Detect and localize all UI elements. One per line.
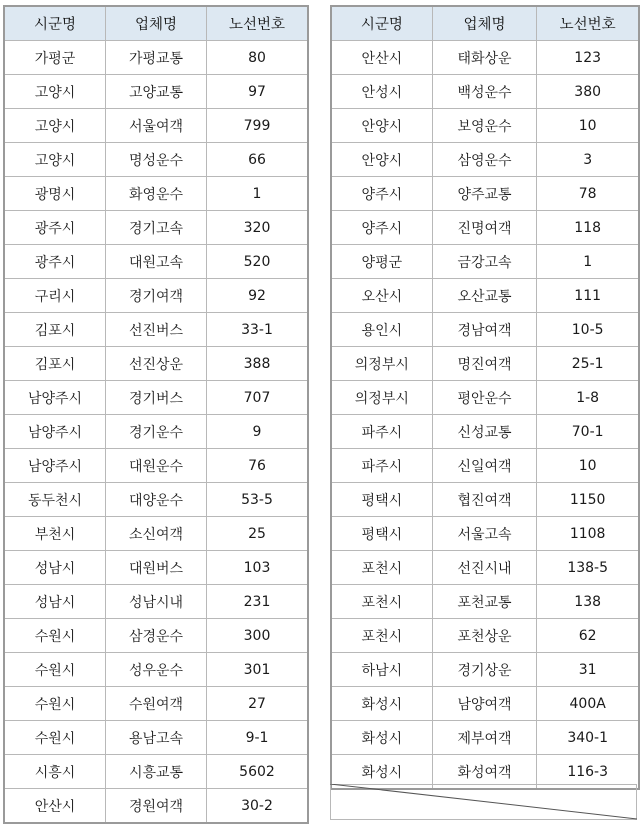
header-city: 시군명: [4, 6, 106, 41]
company-cell: 화영운수: [106, 177, 207, 211]
city-cell: 광주시: [4, 211, 106, 245]
header-row: [4, 6, 308, 41]
route-number-cell: 10: [537, 449, 639, 483]
city-cell: 광명시: [4, 177, 106, 211]
company-cell: 협진여객: [432, 483, 537, 517]
route-number-cell: 707: [207, 381, 309, 415]
route-number-cell: 111: [537, 279, 639, 313]
company-cell: 성남시내: [106, 585, 207, 619]
company-cell: 화성여객: [432, 755, 537, 790]
company-cell: 가평교통: [106, 41, 207, 75]
table-row: [331, 551, 639, 585]
city-cell: 평택시: [331, 483, 432, 517]
table-row: [331, 279, 639, 313]
route-number-cell: 62: [537, 619, 639, 653]
table-row: [4, 347, 308, 381]
company-cell: 대원운수: [106, 449, 207, 483]
city-cell: 화성시: [331, 687, 432, 721]
header-company: 업체명: [106, 6, 207, 41]
city-cell: 파주시: [331, 415, 432, 449]
company-cell: 경기상운: [432, 653, 537, 687]
city-cell: 안산시: [331, 41, 432, 75]
company-cell: 대원버스: [106, 551, 207, 585]
table-row: [4, 687, 308, 721]
route-number-cell: 301: [207, 653, 309, 687]
city-cell: 포천시: [331, 551, 432, 585]
company-cell: 선진상운: [106, 347, 207, 381]
city-cell: 수원시: [4, 721, 106, 755]
route-number-cell: 320: [207, 211, 309, 245]
route-number-cell: 9-1: [207, 721, 309, 755]
route-number-cell: 25: [207, 517, 309, 551]
city-cell: 양주시: [331, 211, 432, 245]
company-cell: 신성교통: [432, 415, 537, 449]
company-cell: 삼경운수: [106, 619, 207, 653]
route-number-cell: 30-2: [207, 789, 309, 824]
route-number-cell: 66: [207, 143, 309, 177]
city-cell: 성남시: [4, 551, 106, 585]
table-row: [4, 75, 308, 109]
city-cell: 화성시: [331, 755, 432, 790]
table-row: [331, 75, 639, 109]
city-cell: 평택시: [331, 517, 432, 551]
table-row: [4, 143, 308, 177]
table-row: [331, 381, 639, 415]
table-row: [4, 789, 308, 824]
table-row: [4, 619, 308, 653]
table-row: [4, 585, 308, 619]
company-cell: 백성운수: [432, 75, 537, 109]
table-row: [331, 143, 639, 177]
route-number-cell: 33-1: [207, 313, 309, 347]
table-row: [331, 177, 639, 211]
city-cell: 수원시: [4, 619, 106, 653]
city-cell: 구리시: [4, 279, 106, 313]
city-cell: 광주시: [4, 245, 106, 279]
city-cell: 의정부시: [331, 381, 432, 415]
company-cell: 경남여객: [432, 313, 537, 347]
city-cell: 양주시: [331, 177, 432, 211]
company-cell: 명진여객: [432, 347, 537, 381]
company-cell: 경기버스: [106, 381, 207, 415]
city-cell: 부천시: [4, 517, 106, 551]
city-cell: 수원시: [4, 687, 106, 721]
company-cell: 대양운수: [106, 483, 207, 517]
table-row: [331, 653, 639, 687]
route-number-cell: 3: [537, 143, 639, 177]
company-cell: 성우운수: [106, 653, 207, 687]
table-row: [4, 313, 308, 347]
table-row: [331, 245, 639, 279]
company-cell: 포천교통: [432, 585, 537, 619]
city-cell: 남양주시: [4, 415, 106, 449]
empty-cell-diagonal: [330, 784, 637, 820]
table-row: [331, 517, 639, 551]
company-cell: 소신여객: [106, 517, 207, 551]
city-cell: 안성시: [331, 75, 432, 109]
company-cell: 고양교통: [106, 75, 207, 109]
company-cell: 대원고속: [106, 245, 207, 279]
table-row: [4, 483, 308, 517]
route-number-cell: 5602: [207, 755, 309, 789]
company-cell: 경기고속: [106, 211, 207, 245]
company-cell: 진명여객: [432, 211, 537, 245]
route-number-cell: 1: [207, 177, 309, 211]
table-row: [4, 551, 308, 585]
city-cell: 남양주시: [4, 381, 106, 415]
city-cell: 안양시: [331, 109, 432, 143]
route-number-cell: 380: [537, 75, 639, 109]
city-cell: 성남시: [4, 585, 106, 619]
company-cell: 선진버스: [106, 313, 207, 347]
table-row: [331, 449, 639, 483]
table-row: [4, 245, 308, 279]
bus-route-table-right: [330, 5, 640, 790]
city-cell: 김포시: [4, 313, 106, 347]
city-cell: 동두천시: [4, 483, 106, 517]
city-cell: 의정부시: [331, 347, 432, 381]
company-cell: 태화상운: [432, 41, 537, 75]
table-row: [331, 415, 639, 449]
company-cell: 서울여객: [106, 109, 207, 143]
route-number-cell: 300: [207, 619, 309, 653]
route-number-cell: 53-5: [207, 483, 309, 517]
bus-route-table-left: [3, 5, 309, 824]
route-number-cell: 31: [537, 653, 639, 687]
route-number-cell: 520: [207, 245, 309, 279]
company-cell: 금강고속: [432, 245, 537, 279]
city-cell: 포천시: [331, 585, 432, 619]
route-number-cell: 400A: [537, 687, 639, 721]
company-cell: 명성운수: [106, 143, 207, 177]
company-cell: 남양여객: [432, 687, 537, 721]
table-row: [331, 585, 639, 619]
city-cell: 양평군: [331, 245, 432, 279]
city-cell: 파주시: [331, 449, 432, 483]
city-cell: 화성시: [331, 721, 432, 755]
route-number-cell: 1-8: [537, 381, 639, 415]
route-number-cell: 1108: [537, 517, 639, 551]
city-cell: 시흥시: [4, 755, 106, 789]
city-cell: 가평군: [4, 41, 106, 75]
city-cell: 용인시: [331, 313, 432, 347]
table-row: [331, 619, 639, 653]
route-number-cell: 78: [537, 177, 639, 211]
route-number-cell: 1150: [537, 483, 639, 517]
table-row: [331, 687, 639, 721]
route-number-cell: 9: [207, 415, 309, 449]
table-row: [331, 483, 639, 517]
route-number-cell: 231: [207, 585, 309, 619]
company-cell: 용남고속: [106, 721, 207, 755]
table-row: [4, 381, 308, 415]
company-cell: 경원여객: [106, 789, 207, 824]
header-row: [331, 6, 639, 41]
route-number-cell: 97: [207, 75, 309, 109]
route-number-cell: 123: [537, 41, 639, 75]
table-row: [331, 211, 639, 245]
route-number-cell: 10: [537, 109, 639, 143]
city-cell: 포천시: [331, 619, 432, 653]
route-number-cell: 80: [207, 41, 309, 75]
route-number-cell: 25-1: [537, 347, 639, 381]
route-number-cell: 116-3: [537, 755, 639, 790]
route-number-cell: 70-1: [537, 415, 639, 449]
table-row: [331, 313, 639, 347]
route-number-cell: 76: [207, 449, 309, 483]
company-cell: 제부여객: [432, 721, 537, 755]
route-number-cell: 10-5: [537, 313, 639, 347]
header-city: 시군명: [331, 6, 432, 41]
route-number-cell: 799: [207, 109, 309, 143]
route-number-cell: 92: [207, 279, 309, 313]
table-row: [4, 721, 308, 755]
table-row: [4, 415, 308, 449]
company-cell: 경기여객: [106, 279, 207, 313]
city-cell: 수원시: [4, 653, 106, 687]
city-cell: 오산시: [331, 279, 432, 313]
city-cell: 남양주시: [4, 449, 106, 483]
table-row: [331, 721, 639, 755]
table-row: [4, 177, 308, 211]
city-cell: 안산시: [4, 789, 106, 824]
company-cell: 경기운수: [106, 415, 207, 449]
table-row: [4, 279, 308, 313]
table-row: [4, 755, 308, 789]
table-row: [4, 109, 308, 143]
route-number-cell: 340-1: [537, 721, 639, 755]
company-cell: 수원여객: [106, 687, 207, 721]
route-number-cell: 27: [207, 687, 309, 721]
table-row: [4, 41, 308, 75]
table-row: [331, 347, 639, 381]
route-number-cell: 118: [537, 211, 639, 245]
route-number-cell: 138: [537, 585, 639, 619]
company-cell: 신일여객: [432, 449, 537, 483]
city-cell: 고양시: [4, 143, 106, 177]
company-cell: 포천상운: [432, 619, 537, 653]
company-cell: 시흥교통: [106, 755, 207, 789]
company-cell: 삼영운수: [432, 143, 537, 177]
header-route-number: 노선번호: [207, 6, 309, 41]
table-row: [4, 517, 308, 551]
city-cell: 안양시: [331, 143, 432, 177]
company-cell: 양주교통: [432, 177, 537, 211]
route-number-cell: 1: [537, 245, 639, 279]
company-cell: 보영운수: [432, 109, 537, 143]
company-cell: 평안운수: [432, 381, 537, 415]
table-row: [331, 41, 639, 75]
table-row: [4, 653, 308, 687]
header-company: 업체명: [432, 6, 537, 41]
table-row: [4, 211, 308, 245]
city-cell: 고양시: [4, 75, 106, 109]
route-number-cell: 138-5: [537, 551, 639, 585]
city-cell: 김포시: [4, 347, 106, 381]
city-cell: 하남시: [331, 653, 432, 687]
route-number-cell: 103: [207, 551, 309, 585]
table-row: [331, 109, 639, 143]
city-cell: 고양시: [4, 109, 106, 143]
header-route-number: 노선번호: [537, 6, 639, 41]
table-row: [4, 449, 308, 483]
company-cell: 서울고속: [432, 517, 537, 551]
company-cell: 선진시내: [432, 551, 537, 585]
route-number-cell: 388: [207, 347, 309, 381]
company-cell: 오산교통: [432, 279, 537, 313]
